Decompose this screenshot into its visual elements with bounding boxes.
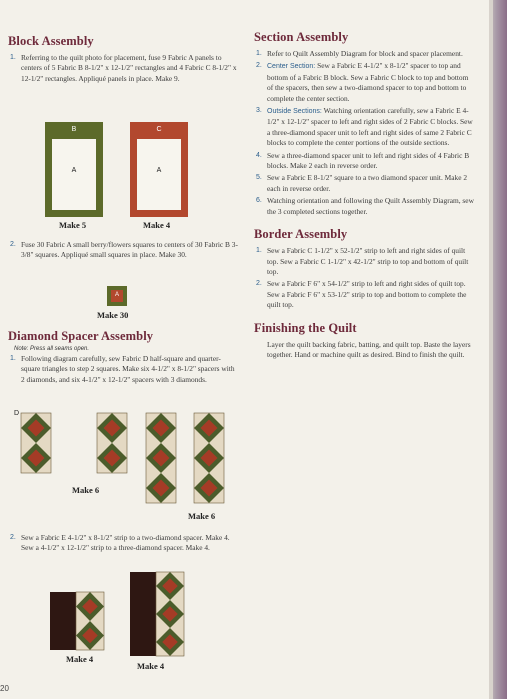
border-step-2: 2. Sew a Fabric F 6" x 54-1/2" strip to left and right sides of quilt top. Sew a Fabric F 6" x 53-1/2" strip to top and bottom to complete the quilt top.: [256, 279, 467, 310]
three-diamond-spacer-1: [146, 413, 176, 503]
finishing-text: Layer the quilt backing fabric, batting, and quilt top. Baste the layers together. Hand or machine quilt as desired. Bind to finish the quilt.: [267, 339, 471, 359]
diamond-step-2-wrap: [8, 533, 240, 556]
block-c-caption: Make 4: [143, 220, 171, 230]
diamond-step-2: 2. Sew a Fabric E 4-1/2" x 8-1/2" strip to a two-diamond spacer. Make 4. Sew a 4-1/2" x 12-1/2" strip to a three-diamond spacer. Make 4.: [10, 533, 230, 553]
block-assembly-steps: [8, 53, 240, 84]
two-diamond-with-strip: [50, 592, 104, 650]
diamond-spacer-note: Note: Press all seams open.: [14, 346, 90, 352]
border-step-1: 1. Sew a Fabric C 1-1/2" x 52-1/2" strip to left and right sides of quilt top. Sew a Fabric C 1-1/2" x 42-1/2" strip to top and bottom of quilt top.: [256, 246, 469, 276]
three-diamond-with-strip: [130, 572, 184, 656]
block-step-2-wrap: [8, 240, 240, 263]
spacer-with-strip-diagrams: [50, 572, 190, 652]
block-step-2: 2. Fuse 30 Fabric A small berry/flowers squares to centers of 30 Fabric B 3-3/8" squares. Appliqué small squares in place. Make 30.: [10, 240, 238, 260]
three-diamond-spacer-2: [194, 413, 224, 503]
two-diamond-spacer-1: [21, 413, 51, 473]
block-b-panel: [52, 139, 96, 210]
block-assembly-title: Block Assembly: [8, 34, 94, 48]
make-6-caption-a: Make 6: [72, 485, 100, 495]
diamond-step-1: 1. Following diagram carefully, sew Fabric D half-square and quarter-square triangles to step 2 squares. Make six 4-1/2" x 8-1/2" spacers with 2 diamonds, and six 4-1/2" x 12-1/2" spacers with 3 diamonds.: [10, 354, 235, 384]
finishing-title: Finishing the Quilt: [254, 320, 357, 335]
make-4-caption-a: Make 4: [66, 654, 94, 664]
section-step-2: 2. Center Section: Sew a Fabric E 4-1/2" x 8-1/2" spacer to top and bottom of a Fabric B block. Sew a Fabric C block to top and bottom of the spacers, then sew a two-diamond spacer to top and bottom to complete the center section.: [256, 61, 469, 103]
border-assembly-steps: [254, 246, 476, 310]
section-step-6: 6. Watching orientation and following the Quilt Assembly Diagram, sew the 3 completed sections together.: [256, 196, 474, 216]
block-c-diagram: [130, 122, 188, 217]
block-c-panel: [137, 139, 181, 210]
make-4-caption-b: Make 4: [137, 661, 165, 671]
small-square-caption: Make 30: [97, 310, 129, 320]
left-column: [8, 34, 240, 86]
block-c-panel-label: A: [156, 167, 162, 174]
block-c-label: C: [156, 126, 162, 133]
section-step-3: 3. Outside Sections: Watching orientation carefully, sew a Fabric E 4-1/2" x 12-1/2" spacer to left and right sides of 2 Fabric C blocks. Sew a three-diamond spacer unit to left and right sides of same 2 Fabric C blocks to complete the center portions of the outside sections.: [256, 106, 473, 148]
right-column: [254, 30, 476, 360]
section-step-1: 1. Refer to Quilt Assembly Diagram for block and spacer placement.: [256, 49, 463, 58]
diamond-spacer-title: Diamond Spacer Assembly: [8, 329, 154, 343]
section-step-4: 4. Sew a three-diamond spacer unit to left and right sides of 4 Fabric B blocks. Make 2 each in reverse order.: [256, 150, 470, 171]
section-assembly-title: Section Assembly: [254, 30, 349, 44]
section-step-5: 5. Sew a Fabric E 8-1/2" square to a two diamond spacer unit. Make 2 each in reverse order.: [256, 173, 468, 193]
small-square-center: [111, 290, 123, 302]
small-square-diagram: [107, 286, 127, 306]
page-number: 20: [0, 684, 9, 693]
block-step-1: 1. Referring to the quilt photo for placement, fuse 9 Fabric A panels to centers of 5 Fabric B 8-1/2" x 12-1/2" rectangles and 4 Fabric C 8-1/2" x 12-1/2" rectangles. Appliqué panels in place. Make 9.: [10, 53, 237, 83]
border-assembly-title: Border Assembly: [254, 227, 348, 242]
block-b-label: B: [71, 126, 77, 133]
small-square-label: A: [114, 292, 119, 298]
block-b-panel-label: A: [71, 167, 77, 174]
diamond-spacer-section: [8, 329, 240, 387]
block-b-caption: Make 5: [59, 220, 87, 230]
two-diamond-spacer-2: [97, 413, 127, 473]
block-b-diagram: [45, 122, 103, 217]
fabric-d-label: D: [14, 410, 20, 417]
make-6-caption-b: Make 6: [188, 511, 216, 521]
section-assembly-steps: [254, 49, 476, 217]
page-edge-highlight: [489, 0, 493, 699]
